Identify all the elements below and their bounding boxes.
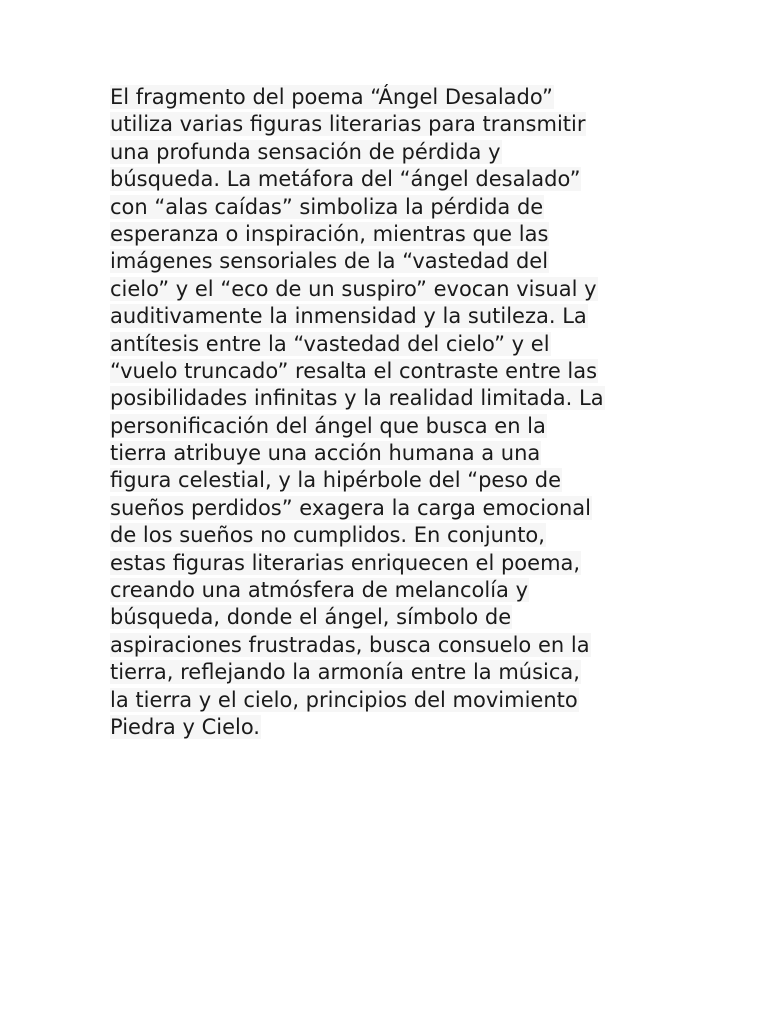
paragraph-line: tierra atribuye una acción humana a una: [110, 441, 541, 466]
paragraph-line: tierra, reflejando la armonía entre la música,: [110, 660, 580, 685]
paragraph-line: posibilidades infinitas y la realidad limitada. La: [110, 386, 604, 411]
paragraph-line: antítesis entre la “vastedad del cielo” y el: [110, 331, 550, 356]
paragraph-line: utiliza varias figuras literarias para transmitir: [110, 112, 586, 137]
paragraph-line: aspiraciones frustradas, busca consuelo en la: [110, 632, 590, 657]
paragraph-line: búsqueda, donde el ángel, símbolo de: [110, 605, 512, 630]
paragraph-line: de los sueños no cumplidos. En conjunto,: [110, 523, 545, 548]
paragraph-line: El fragmento del poema “Ángel Desalado”: [110, 85, 553, 109]
paragraph-line: sueños perdidos” exagera la carga emocional: [110, 495, 591, 520]
body-paragraph: [110, 84, 670, 741]
paragraph-line: imágenes sensoriales de la “vastedad del: [110, 249, 549, 274]
paragraph-line: con “alas caídas” simboliza la pérdida de: [110, 194, 544, 219]
paragraph-line: esperanza o inspiración, mientras que las: [110, 221, 549, 246]
paragraph-line: “vuelo truncado” resalta el contraste entre las: [110, 358, 598, 383]
paragraph-line: cielo” y el “eco de un suspiro” evocan visual y: [110, 276, 597, 301]
paragraph-line: la tierra y el cielo, principios del movimiento: [110, 687, 578, 712]
paragraph-line: figura celestial, y la hipérbole del “peso de: [110, 468, 562, 493]
paragraph-line: creando una atmósfera de melancolía y: [110, 578, 529, 603]
paragraph-line: Piedra y Cielo.: [110, 714, 260, 739]
paragraph-line: auditivamente la inmensidad y la sutileza. La: [110, 304, 587, 329]
paragraph-line: estas figuras literarias enriquecen el poema,: [110, 550, 581, 575]
paragraph-line: búsqueda. La metáfora del “ángel desalado”: [110, 167, 581, 192]
paragraph-line: personificación del ángel que busca en la: [110, 413, 546, 438]
paragraph-line: una profunda sensación de pérdida y: [110, 139, 501, 164]
